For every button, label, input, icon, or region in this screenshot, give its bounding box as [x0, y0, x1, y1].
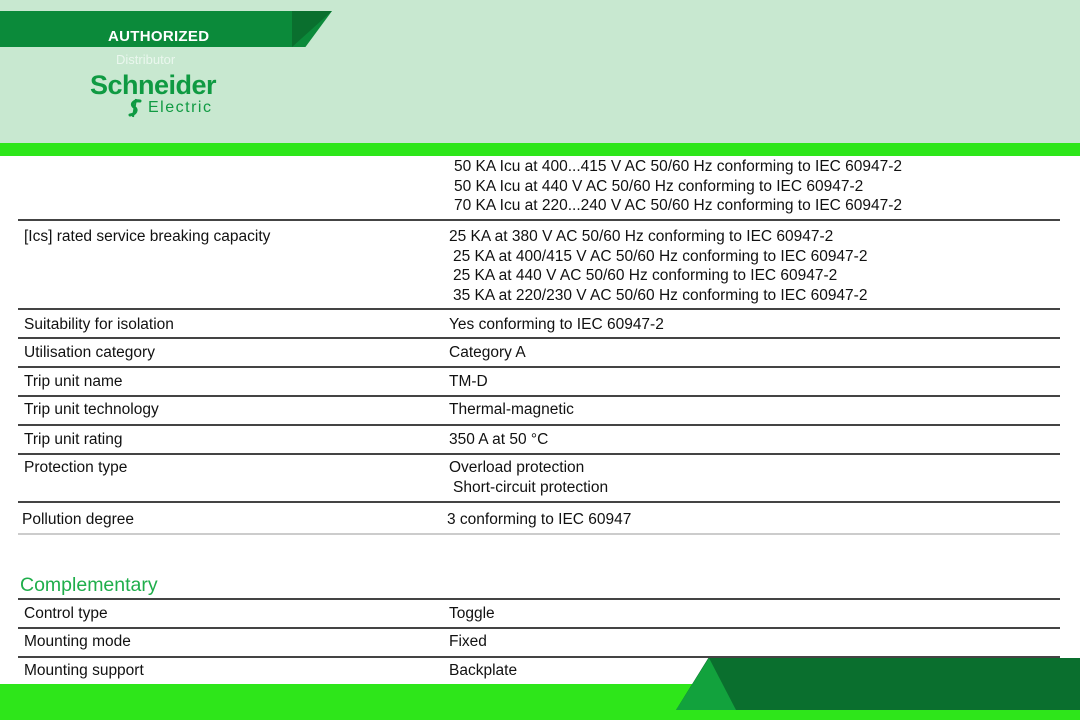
- table-row: [18, 310, 1060, 339]
- value-line: 25 KA at 440 V AC 50/60 Hz conforming to IEC 60947-2: [453, 267, 838, 284]
- row-value: Thermal-magnetic: [449, 401, 574, 418]
- row-value: Backplate: [449, 662, 518, 679]
- row-label: Trip unit technology: [24, 401, 159, 418]
- table-row: [18, 221, 1060, 310]
- row-label: Trip unit rating: [24, 431, 123, 448]
- row-value: [449, 458, 608, 497]
- table-row: [18, 629, 1060, 658]
- row-value: [449, 227, 867, 305]
- row-label: Protection type: [24, 459, 128, 476]
- brand-name: Schneider: [90, 70, 217, 100]
- row-value: 3 conforming to IEC 60947: [447, 511, 632, 528]
- value-line: Overload protection: [449, 459, 585, 476]
- row-label: Utilisation category: [24, 344, 155, 361]
- row-value: 350 A at 50 °C: [449, 431, 549, 448]
- value-line: 50 KA Icu at 440 V AC 50/60 Hz conforming to IEC 60947-2: [454, 177, 864, 195]
- section-title-complementary: Complementary: [20, 574, 158, 596]
- row-value: Toggle: [449, 605, 495, 622]
- table-row: [18, 600, 1060, 629]
- row-label: Mounting support: [24, 662, 144, 679]
- row-label: Mounting mode: [24, 633, 131, 650]
- row-value: [454, 157, 902, 216]
- table-row: [18, 368, 1060, 397]
- table-row: [18, 156, 1060, 221]
- row-value: Yes conforming to IEC 60947-2: [449, 316, 664, 333]
- table-row: [18, 426, 1060, 455]
- schneider-mark-icon: [126, 98, 146, 118]
- header-banner: [0, 0, 1080, 143]
- footer-dark-panel: [676, 658, 1080, 710]
- value-line: Short-circuit protection: [453, 478, 609, 496]
- row-value: Fixed: [449, 633, 487, 650]
- value-line: 35 KA at 220/230 V AC 50/60 Hz conforming to IEC 60947-2: [453, 286, 868, 304]
- table-row: [18, 397, 1060, 426]
- spec-table: [18, 156, 1060, 535]
- table-row: [18, 455, 1060, 503]
- row-value: Category A: [449, 344, 526, 361]
- row-label: Trip unit name: [24, 373, 123, 390]
- value-line: 50 KA Icu at 400...415 V AC 50/60 Hz conforming to IEC 60947-2: [454, 158, 903, 175]
- schneider-logo: [90, 70, 240, 120]
- table-row: [18, 339, 1060, 368]
- row-value: TM-D: [449, 373, 488, 390]
- authorized-label: AUTHORIZED: [108, 28, 210, 45]
- distributor-label: Distributor: [116, 52, 176, 67]
- header-accent-bar: [0, 143, 1080, 156]
- row-label: Suitability for isolation: [24, 316, 174, 333]
- table-row: [18, 503, 1060, 535]
- row-label: [Ics] rated service breaking capacity: [24, 228, 271, 245]
- value-line: 70 KA Icu at 220...240 V AC 50/60 Hz conforming to IEC 60947-2: [454, 197, 903, 214]
- value-line: 25 KA at 380 V AC 50/60 Hz conforming to IEC 60947-2: [449, 228, 834, 245]
- value-line: 25 KA at 400/415 V AC 50/60 Hz conforming to IEC 60947-2: [453, 247, 868, 265]
- row-label: Pollution degree: [22, 511, 135, 528]
- brand-subname: Electric: [148, 99, 213, 116]
- row-label: Control type: [24, 605, 108, 622]
